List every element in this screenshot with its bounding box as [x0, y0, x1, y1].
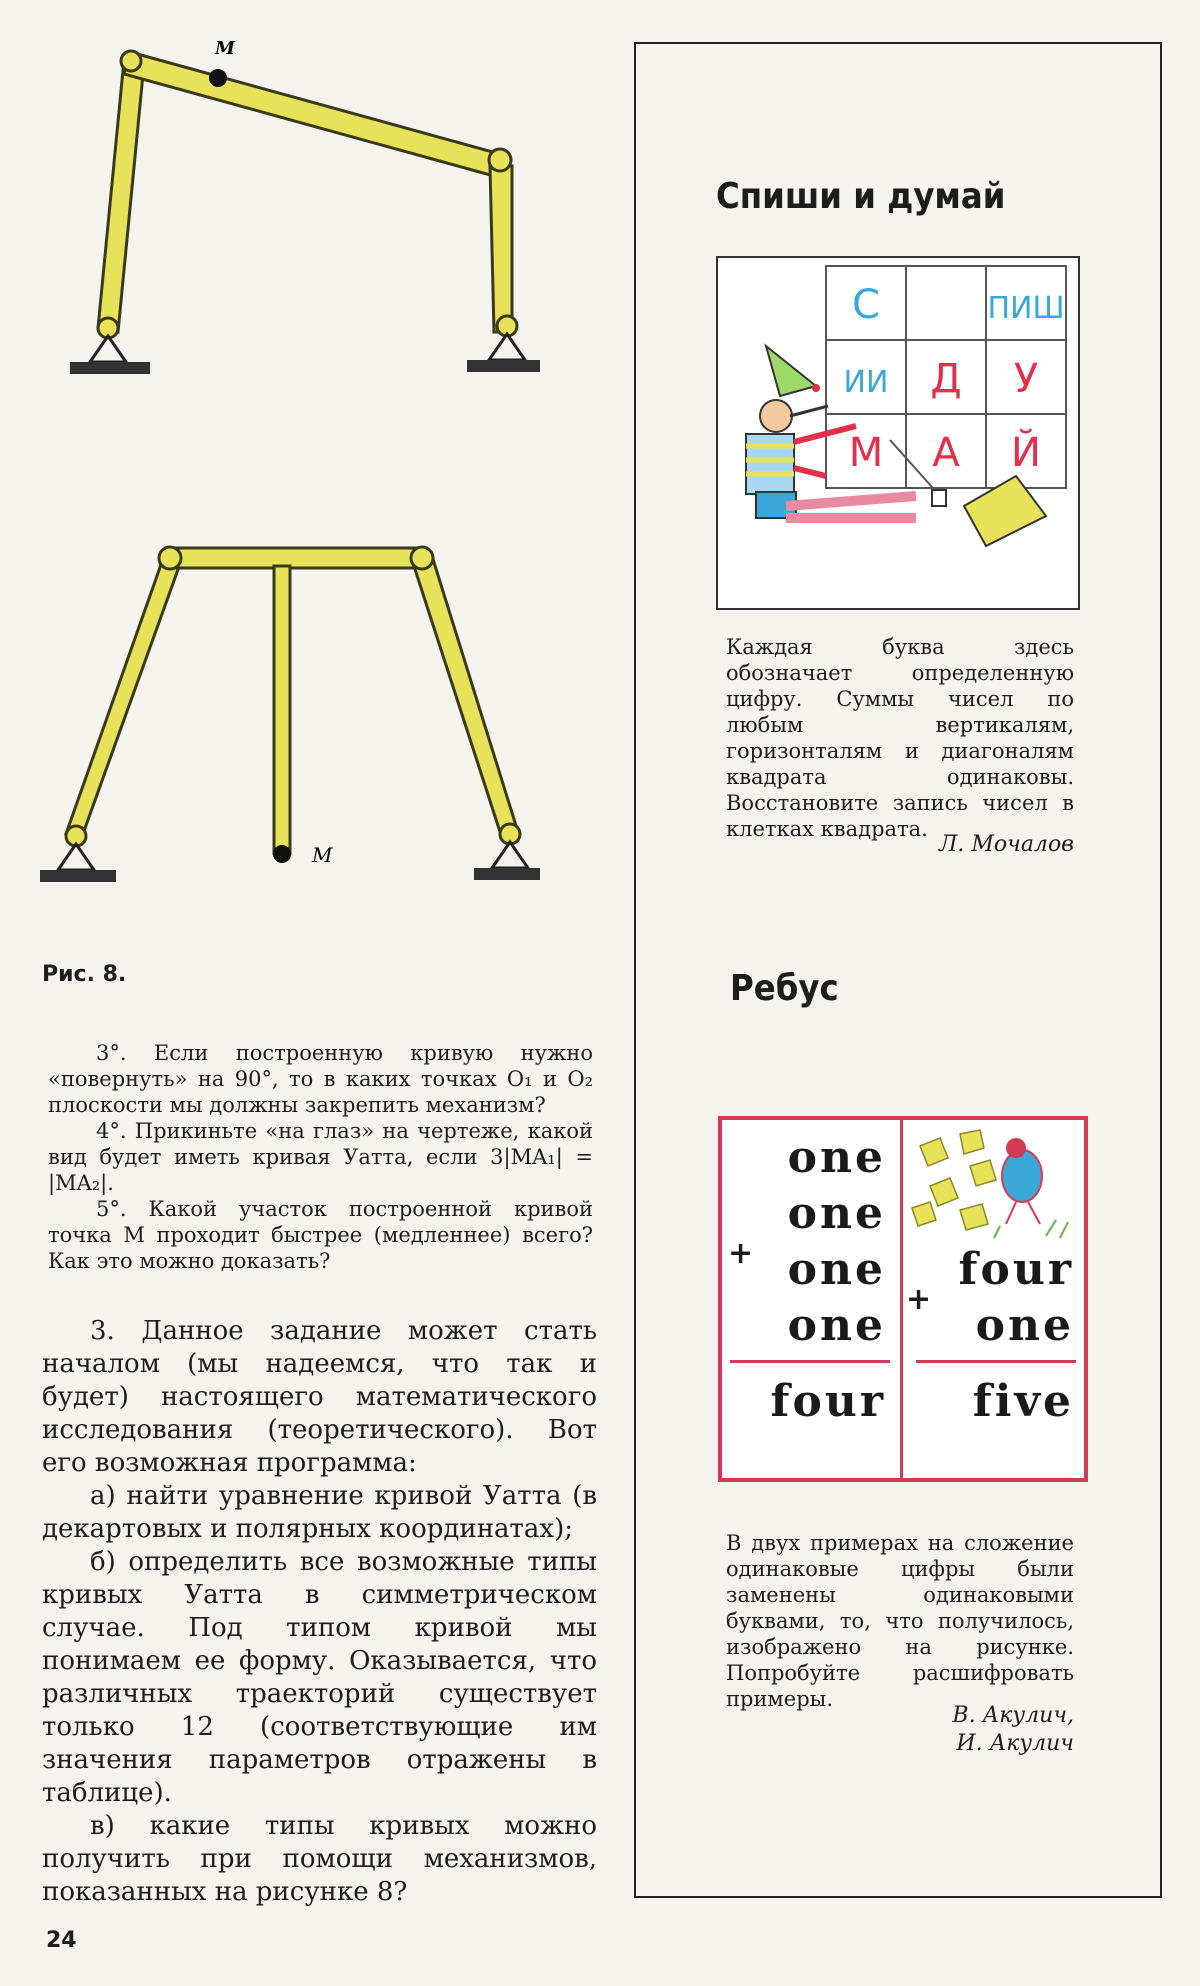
cell-3-2: А — [932, 430, 960, 476]
left-sum-rule — [730, 1360, 890, 1363]
label-m-top: M — [215, 38, 235, 59]
puzzle2-text: В двух примерах на сложение одинаковые цифры были заменены одинаковыми буквами, то, что получилось, изображено на рисунке. Попробуйте расшифровать примеры. — [726, 1531, 1074, 1711]
point-m-top — [209, 69, 227, 87]
puzzle2-author-1: В. Акулич, — [952, 1703, 1074, 1728]
task-a: а) найти уравнение кривой Уатта (в декартовых и полярных координатах); — [42, 1481, 597, 1544]
support-right-bottom — [492, 842, 528, 868]
right-addend-2: one — [975, 1300, 1074, 1351]
cell-2-2: Д — [930, 356, 962, 402]
puzzle1-author: Л. Мочалов — [939, 832, 1074, 857]
cell-1-1: С — [852, 282, 880, 328]
cell-3-3: Й — [1011, 430, 1041, 476]
puzzle2-title: Ребус — [730, 968, 839, 1009]
exercise-5: 5°. Какой участок построенной кривой точка M проходит быстрее (медленнее) всего? Как это можно доказать? — [48, 1197, 593, 1273]
rebus-divider — [900, 1120, 903, 1478]
point-m-bottom — [273, 845, 291, 863]
rebus-box — [718, 1116, 1088, 1482]
right-addend-1: four — [958, 1244, 1074, 1295]
left-addend-4: one — [787, 1300, 886, 1351]
left-addend-2: one — [787, 1188, 886, 1239]
page-number: 24 — [46, 1928, 77, 1953]
left-addend-1: one — [787, 1132, 886, 1183]
right-sum-rule — [916, 1360, 1076, 1363]
right-sum: five — [972, 1376, 1074, 1427]
figure-caption: Рис. 8. — [42, 962, 127, 987]
puzzle2-authors — [860, 1702, 1074, 1758]
mechanism-diagram-top — [60, 36, 540, 396]
cell-1-3: ПИШ — [987, 291, 1065, 326]
exercise-3: 3°. Если построенную кривую нужно «повернуть» на 90°, то в каких точках O₁ и O₂ плоскости мы должны закрепить механизм? — [48, 1041, 593, 1117]
puzzle1-title: Спиши и думай — [716, 176, 1006, 217]
cell-2-3: У — [1013, 356, 1039, 402]
support-right-top — [489, 334, 525, 360]
rebus-bird-illustration — [910, 1126, 1076, 1244]
exercise-text — [48, 1040, 593, 1274]
mechanism-diagram-bottom — [40, 536, 540, 916]
exercise-4: 4°. Прикиньте «на глаз» на чертеже, какой вид будет иметь кривая Уатта, если 3|MA₁| = |MA₂|. — [48, 1119, 593, 1195]
cell-3-1: М — [848, 430, 884, 476]
left-sum: four — [770, 1376, 886, 1427]
task-b: б) определить все возможные типы кривых Уатта в симметрическом случае. Под типом кривой мы понимаем ее форму. Оказывается, что различных траекторий существует только 12 (соответствующие им значения параметров отражены в таблице). — [42, 1547, 597, 1808]
puzzle2-author-2: И. Акулич — [956, 1731, 1074, 1756]
task-c: в) какие типы кривых можно получить при помощи механизмов, показанных на рисунке 8? — [42, 1811, 597, 1907]
cell-2-1: ИИ — [843, 365, 889, 400]
left-addend-3: one — [787, 1244, 886, 1295]
task-intro: 3. Данное задание может стать началом (мы надеемся, что так и будет) настоящего математического исследования (теоретического). Вот его возможная программа: — [42, 1316, 597, 1478]
magic-square-illustration — [716, 256, 1080, 610]
puzzle1-text: Каждая буква здесь обозначает определенную цифру. Суммы чисел по любым вертикалям, горизонталям и диагоналям квадрата одинаковы. Восстановите запись чисел в клетках квадрата. — [726, 635, 1074, 841]
left-plus: + — [728, 1236, 754, 1271]
support-left-bottom — [58, 844, 94, 870]
right-plus: + — [906, 1282, 932, 1317]
support-left-top — [90, 336, 126, 362]
main-text — [42, 1315, 597, 1909]
label-m-bottom: M — [312, 843, 333, 867]
